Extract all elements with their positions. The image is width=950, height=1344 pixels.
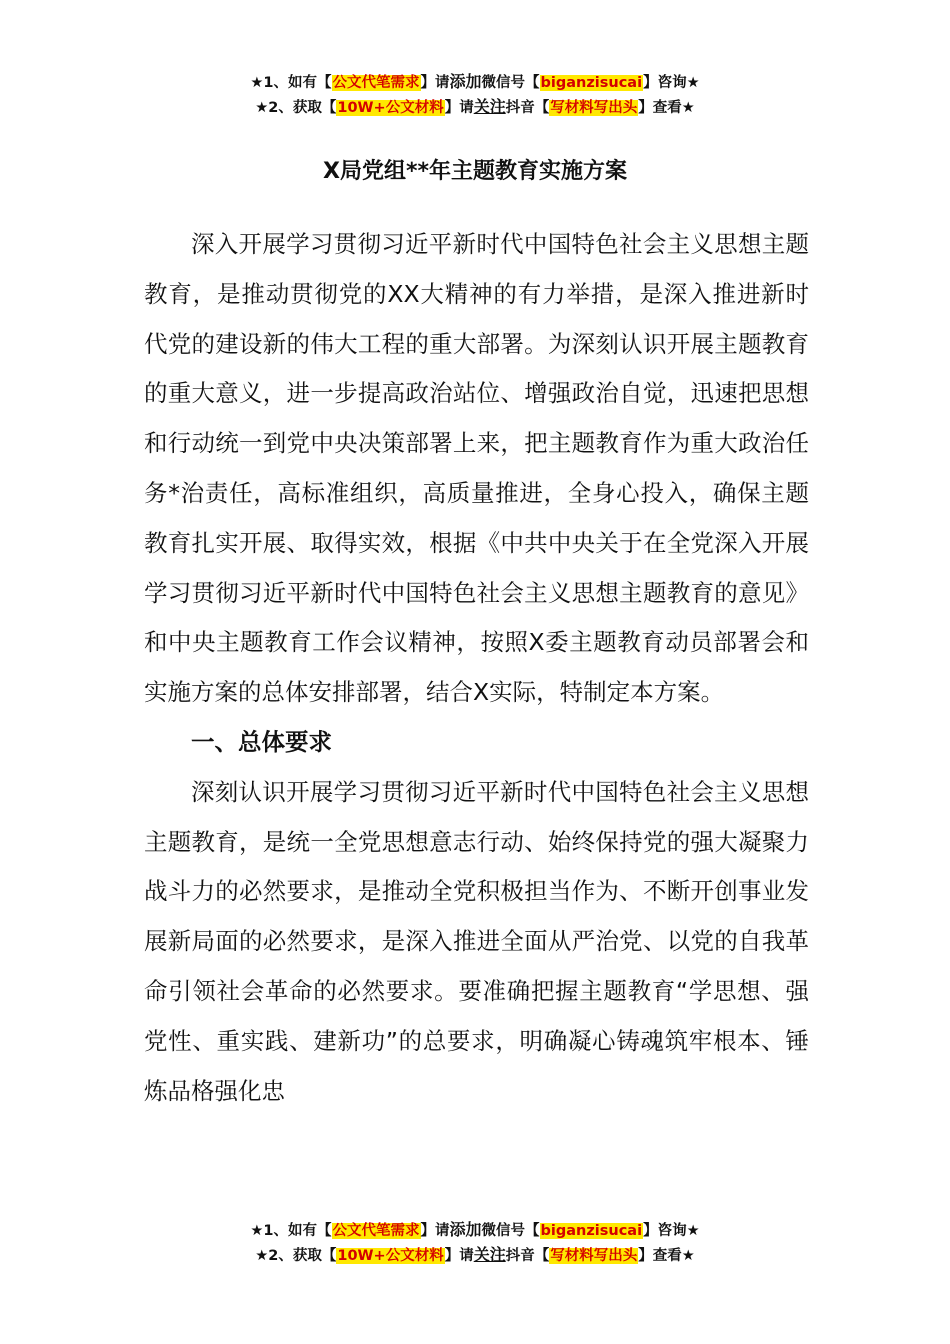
promo-text: 】请 — [420, 75, 450, 91]
promo-text: 微信号【 — [481, 1223, 540, 1239]
promo-line-2 — [0, 95, 950, 120]
promo-highlight: 公文代笔需求 — [332, 1223, 420, 1239]
document-title: X局党组**年主题教育实施方案 — [323, 159, 627, 184]
promo-highlight: 写材料写出头 — [550, 100, 638, 116]
header-promo-banner — [0, 70, 950, 120]
promo-text: ★2、获取【 — [255, 100, 337, 116]
promo-emphasis: 添加 — [449, 1220, 482, 1239]
promo-line-1 — [0, 70, 950, 95]
section-heading: 一、总体要求 — [191, 727, 332, 756]
promo-line-1 — [0, 1218, 950, 1243]
promo-text: 】查看★ — [638, 1248, 695, 1264]
promo-text: 】咨询★ — [643, 75, 700, 91]
promo-emphasis: 关注 — [473, 1245, 506, 1264]
promo-text: 】请 — [444, 1248, 474, 1264]
promo-highlight: biganzisucai — [540, 75, 643, 91]
section-paragraph: 深刻认识开展学习贯彻习近平新时代中国特色社会主义思想主题教育，是统一全党思想意志行动、始终保持党的强大凝聚力战斗力的必然要求，是推动全党积极担当作为、不断开创事业发展新局面的必然要求，是深入推进全面从严治党、以党的自我革命引领社会革命的必然要求。要准确把握主题教育“学思想、强党性、重实践、建新功”的总要求，明确凝心铸魂筑牢根本、锤炼品格强化忠 — [144, 777, 809, 1105]
promo-line-2 — [0, 1243, 950, 1268]
promo-text: 抖音【 — [505, 1248, 550, 1264]
promo-text: 抖音【 — [505, 100, 550, 116]
document-body — [144, 220, 809, 1160]
promo-text: ★2、获取【 — [255, 1248, 337, 1264]
promo-highlight: 10W+公文材料 — [337, 1248, 444, 1264]
intro-paragraph: 深入开展学习贯彻习近平新时代中国特色社会主义思想主题教育，是推动贯彻党的XX大精神的有力举措，是深入推进新时代党的建设新的伟大工程的重大部署。为深刻认识开展主题教育的重大意义，进一步提高政治站位、增强政治自觉，迅速把思想和行动统一到党中央决策部署上来，把主题教育作为重大政治任务*治责任，高标准组织，高质量推进，全身心投入，确保主题教育扎实开展、取得实效，根据《中共中央关于在全党深入开展学习贯彻习近平新时代中国特色社会主义思想主题教育的意见》和中央主题教育工作会议精神，按照X委主题教育动员部署会和实施方案的总体安排部署，结合X实际，特制定本方案。 — [144, 230, 809, 707]
footer-promo-banner — [0, 1218, 950, 1268]
promo-text: ★1、如有【 — [250, 1223, 332, 1239]
promo-highlight: 写材料写出头 — [550, 1248, 638, 1264]
promo-emphasis: 添加 — [449, 72, 482, 91]
promo-emphasis: 关注 — [473, 97, 506, 116]
promo-text: 】咨询★ — [643, 1223, 700, 1239]
promo-highlight: 公文代笔需求 — [332, 75, 420, 91]
promo-text: 微信号【 — [481, 75, 540, 91]
promo-text: ★1、如有【 — [250, 75, 332, 91]
promo-text: 】请 — [444, 100, 474, 116]
promo-highlight: 10W+公文材料 — [337, 100, 444, 116]
promo-text: 】查看★ — [638, 100, 695, 116]
promo-highlight: biganzisucai — [540, 1223, 643, 1239]
promo-text: 】请 — [420, 1223, 450, 1239]
